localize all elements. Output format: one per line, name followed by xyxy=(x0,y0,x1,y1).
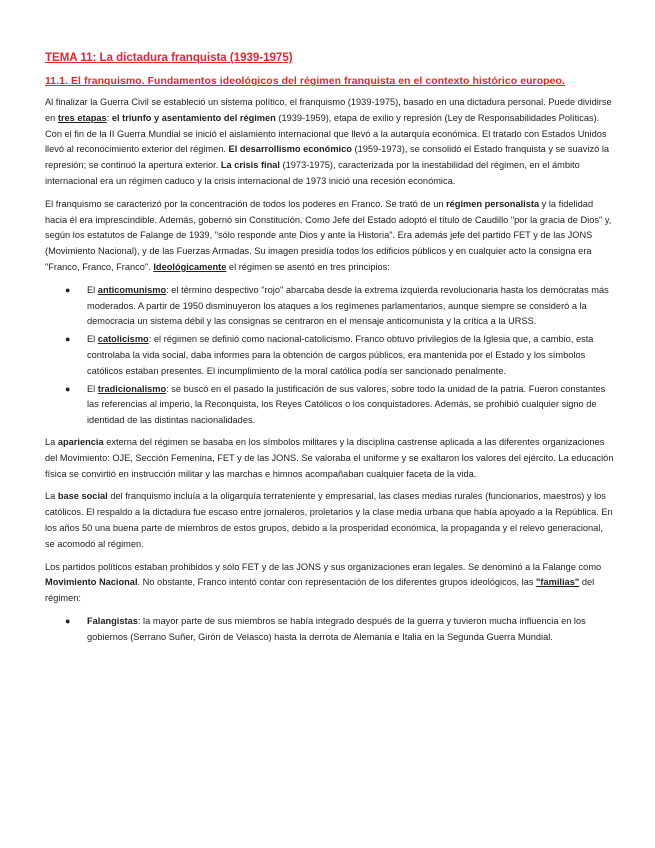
document-page xyxy=(45,50,615,652)
page-title: TEMA 11: La dictadura franquista (1939-1975) xyxy=(45,52,293,64)
bullet-icon: ● xyxy=(65,383,71,394)
bullet-icon: ● xyxy=(65,284,71,295)
paragraph-stages: Al finalizar la Guerra Civil se estableció un sistema político, el franquismo (1939-1975), basado en una dictadura personal. Puede dividirse en tres etapas: el triunfo y asentamiento del régimen (1939-1959), etapa de exilio y represión (Ley de Responsabilidades Políticas). Con el fin de la II Guerra Mundial se inició el aislamiento internacional que llevó a la autarquía económica. El tratado con Estados Unidos llevó al reconocimiento exterior del régimen. El desarrollismo económico (1959-1973), se consolidó el Estado franquista y se suavizó la represión; se continuó la apertura exterior. La crisis final (1973-1975), caracterizada por la inestabilidad del régimen, en el ámbito internacional era un régimen caduco y la crisis internacional de 1973 inició una recesión económica. xyxy=(45,97,612,186)
paragraph-appearance: La apariencia externa del régimen se basaba en los símbolos militares y la disciplina castrense aplicada a las diferentes organizaciones del Movimiento: OJE, Sección Femenina, FET y de las JONS. Se valoraba el uniforme y se exaltaron los valores del ejército. La educación física se convirtió en instrucción militar y las marchas e himnos acompañaban cualquier faceta de la vida. xyxy=(45,436,614,479)
bullet-icon: ● xyxy=(65,334,71,345)
paragraph-social-base: La base social del franquismo incluía a la oligarquía terrateniente y empresarial, las clases medias rurales (funcionarios, maestros) y los católicos. El respaldo a la dictadura fue escaso entre jornaleros, proletarios y la clase media urbana que había apoyado a la República. En los años 50 una buena parte de miembros de estos grupos, debido a la prosperidad económica, la propaganda y el relevo generacional, se acomodó al régimen. xyxy=(45,491,613,549)
paragraph-families: Los partidos políticos estaban prohibidos y sólo FET y de las JONS y sus organizaciones eran legales. Se denominó a la Falange como Movimiento Nacional. No obstante, Franco intentó contar con representación de los diferentes grupos ideológicos, las "familias" del régimen: xyxy=(45,561,602,604)
list-item: ● El tradicionalismo: se buscó en el pasado la justificación de sus valores, sobre todo la unidad de la patria. Fueron constantes las referencias al imperio, la Reconquista, los Reyes Católicos o los conquistadores. Además, se prohibió cualquier signo de identidad de las distintas nacionalidades. xyxy=(65,383,606,426)
bullet-icon: ● xyxy=(65,615,71,626)
families-list xyxy=(45,614,615,646)
paragraph-personalist-regime: El franquismo se caracterizó por la concentración de todos los poderes en Franco. Se trató de un régimen personalista y la fidelidad hacia él era imprescindible. Además, gobernó sin Constitución. Como Jefe del Estado adoptó el título de Caudillo "por la gracia de Dios" y, según los estatutos de Falange de 1939, "sólo responde ante Dios y ante la Historia". Era además jefe del partido FET y de las JONS (Movimiento Nacional), y de las Fuerzas Armadas. Su imagen presidía todos los edificios públicos y en cualquier acto la consigna era "Franco, Franco, Franco". Ideológicamente el régimen se asentó en tres principios: xyxy=(45,198,612,272)
list-item: ● Falangistas: la mayor parte de sus miembros se había integrado después de la guerra y tuvieron mucha influencia en los gobiernos (Serrano Suñer, Girón de Velasco) hasta la derrota de Alemania e Italia en la Segunda Guerra Mundial. xyxy=(65,615,586,642)
list-item: ● El anticomunismo: el término despectivo "rojo" abarcaba desde la extrema izquierda revolucionaria hasta los demócratas más moderados. A partir de 1950 disminuyeron los ataques a los regímenes parlamentarios, aunque siempre se consideró a la democracia un sistema débil y las consignas se centraron en el mensaje anticomunista y la crítica a la URSS. xyxy=(65,284,609,327)
list-item: ● El catolicismo: el régimen se definió como nacional-catolicismo. Franco obtuvo privilegios de la Iglesia que, a cambio, esta controlaba la vida social, daba informes para la obtención de cargos públicos, era mantenida por el Estado y los símbolos católicos estaban presentes. El incumplimiento de la moral católica podía ser sancionado penalmente. xyxy=(65,334,594,376)
ideology-list xyxy=(45,283,615,429)
section-subtitle: 11.1. El franquismo. Fundamentos ideológicos del régimen franquista en el contexto histórico europeo. xyxy=(45,76,565,87)
